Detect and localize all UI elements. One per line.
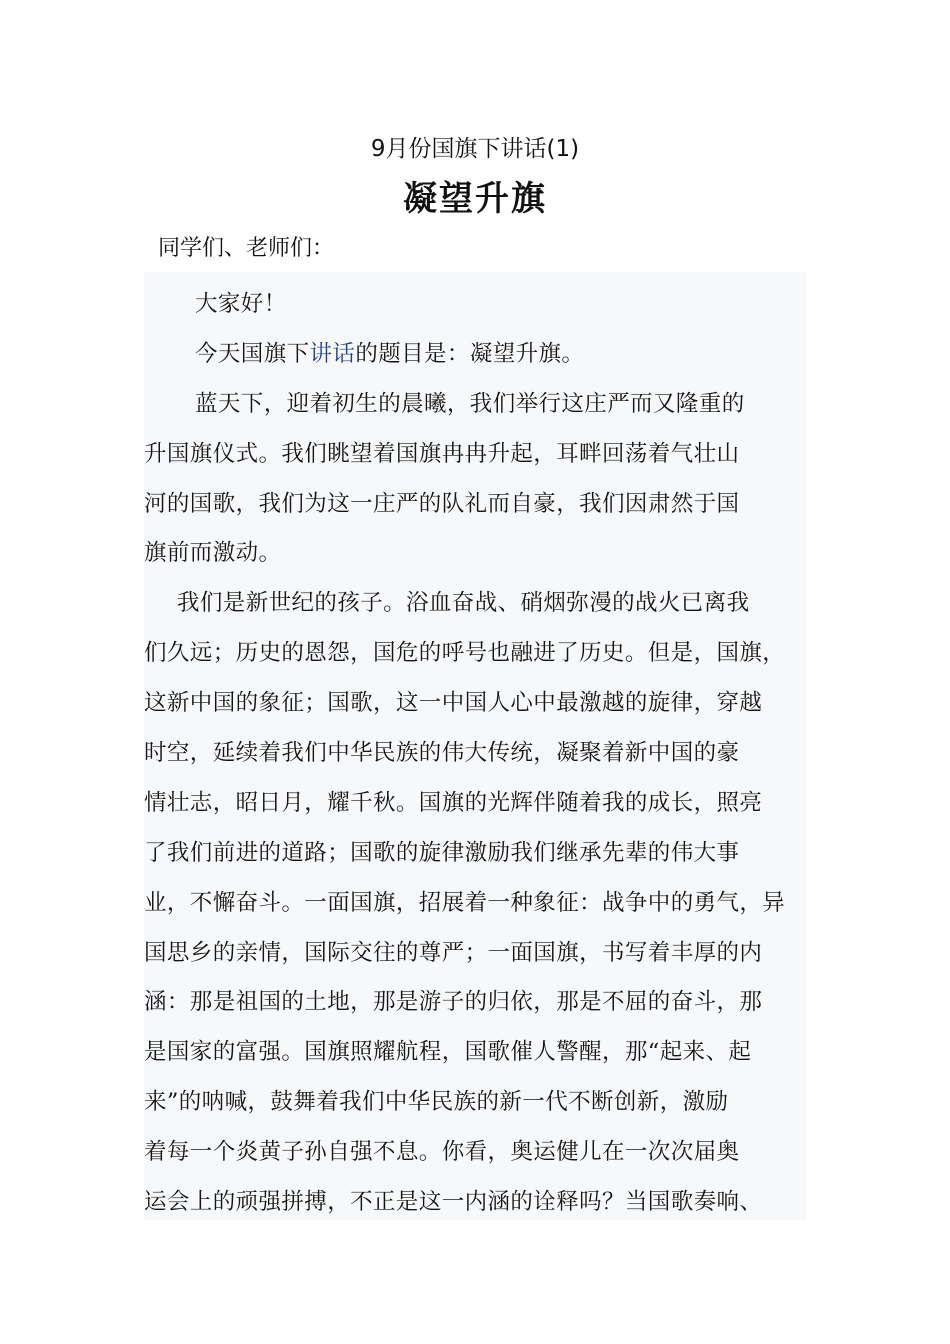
topic-text-before: 今天国旗下 — [195, 340, 310, 367]
paragraph2-line: 着每一个炎黄子孙自强不息。你看，奥运健儿在一次次届奥 — [144, 1139, 740, 1166]
paragraph2-line: 业，不懈奋斗。一面国旗，招展着一种象征：战争中的勇气，异 — [144, 889, 786, 916]
paragraph2-line: 了我们前进的道路；国歌的旋律激励我们继承先辈的伟大事 — [144, 839, 740, 866]
speech-body — [144, 272, 806, 1220]
paragraph2-line: 国思乡的亲情，国际交往的尊严；一面国旗，书写着丰厚的内 — [144, 939, 763, 966]
page-title: 凝望升旗 — [403, 179, 547, 219]
paragraph1-line: 河的国歌，我们为这一庄严的队礼而自豪，我们因肃然于国 — [144, 490, 740, 517]
paragraph2-line: 运会上的顽强拼搏，不正是这一内涵的诠释吗？当国歌奏响、 — [144, 1189, 763, 1216]
paragraph2-line: 们久远；历史的恩怨，国危的呼号也融进了历史。但是，国旗， — [144, 640, 786, 667]
paragraph1-line: 旗前而激动。 — [144, 540, 282, 567]
topic-text-after: 的题目是：凝望升旗。 — [355, 340, 585, 367]
paragraph2-line: 时空，延续着我们中华民族的伟大传统，凝聚着新中国的豪 — [144, 740, 740, 767]
paragraph1-line: 升国旗仪式。我们眺望着国旗冉冉升起，耳畔回荡着气壮山 — [144, 440, 740, 467]
paragraph2-line: 情壮志，昭日月，耀千秋。国旗的光辉伴随着我的成长，照亮 — [144, 789, 763, 816]
salutation: 同学们、老师们： — [158, 236, 335, 261]
paragraph2-line: 来”的呐喊，鼓舞着我们中华民族的新一代不断创新，激励 — [144, 1089, 729, 1116]
speech-link[interactable]: 讲话 — [309, 340, 356, 367]
paragraph2-line: 涵：那是祖国的土地，那是游子的归依，那是不屈的奋斗，那 — [144, 989, 763, 1016]
greeting: 大家好！ — [195, 291, 287, 317]
document-header: 9月份国旗下讲话(1) — [370, 136, 580, 162]
paragraph2-line: 这新中国的象征；国歌，这一中国人心中最激越的旋律，穿越 — [144, 690, 763, 717]
topic-line — [144, 330, 806, 380]
paragraph2-line: 是国家的富强。国旗照耀航程，国歌催人警醒，那“起来、起 — [144, 1039, 752, 1066]
paragraph1-line: 蓝天下，迎着初生的晨曦，我们举行这庄严而又隆重的 — [195, 390, 745, 417]
paragraph2-line: 我们是新世纪的孩子。浴血奋战、硝烟弥漫的战火已离我 — [177, 590, 750, 617]
